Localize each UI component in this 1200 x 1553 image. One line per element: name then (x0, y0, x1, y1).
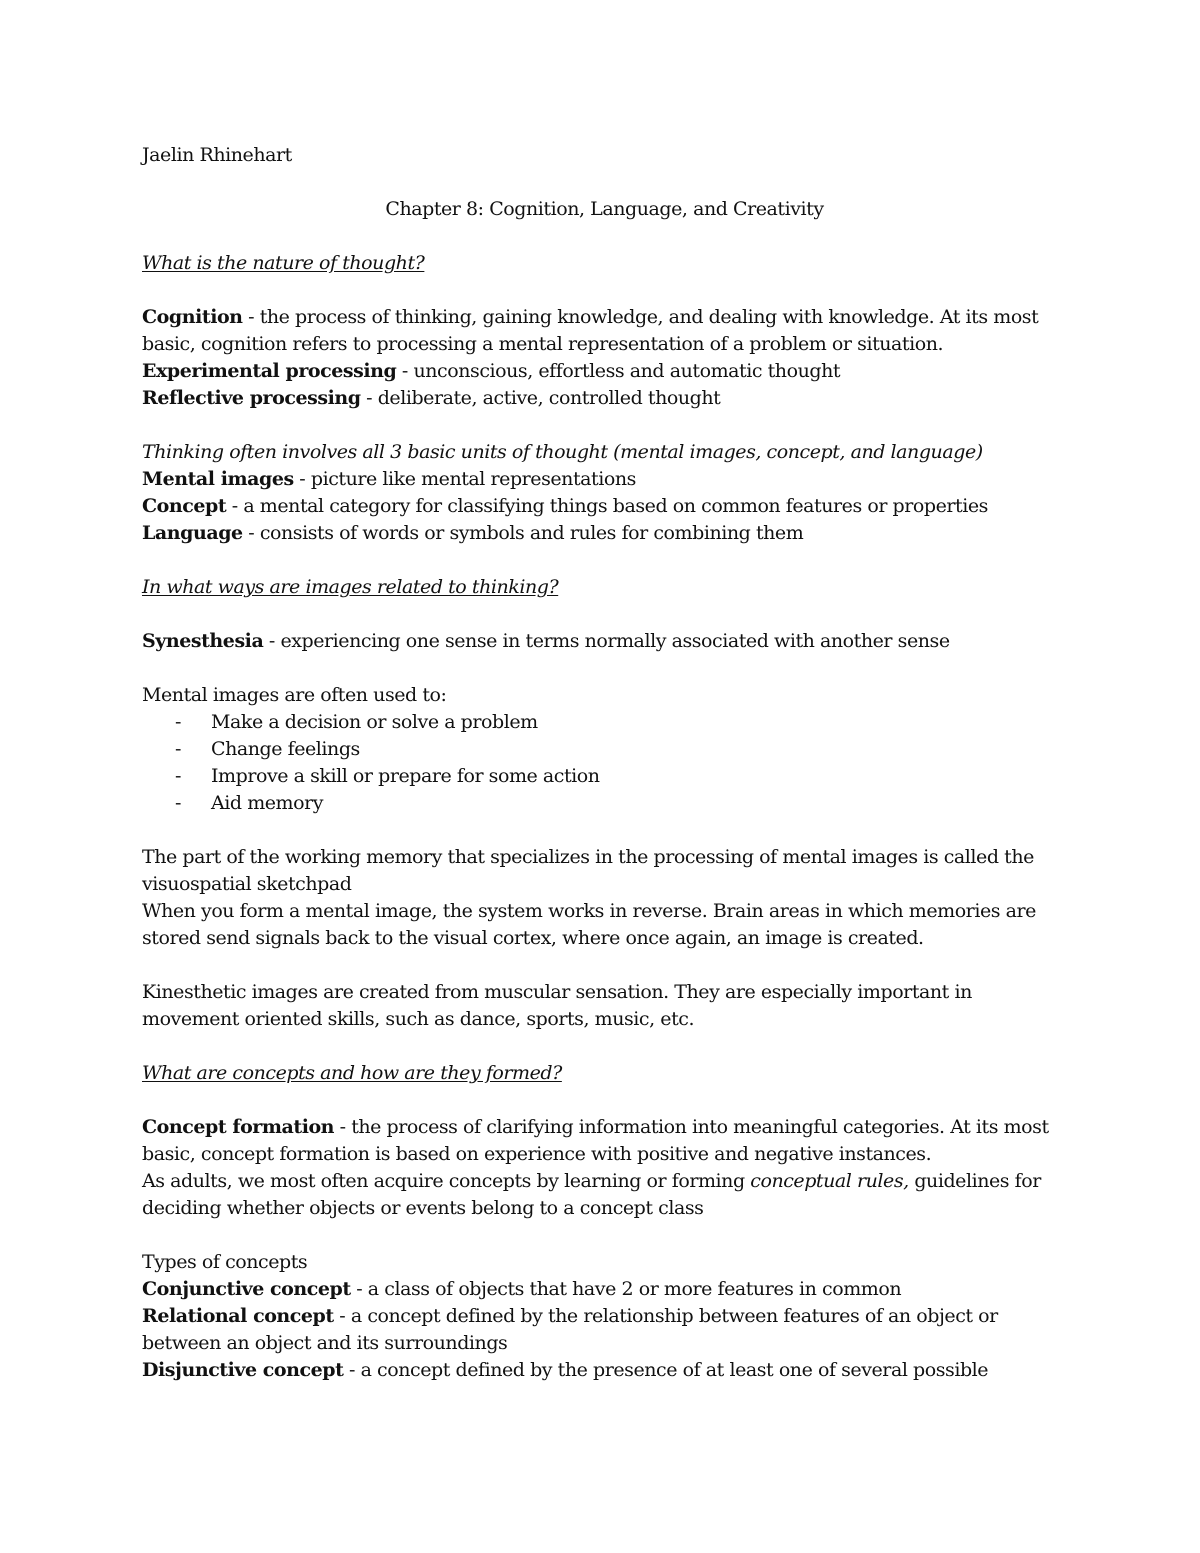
section-heading-thought: What is the nature of thought? (142, 252, 425, 274)
paragraph-kinesthetic: Kinesthetic images are created from muscular sensation. They are especially important in movement oriented skills, such as dance, sports, music, etc. (142, 981, 972, 1030)
def-experimental-processing: - unconscious, effortless and automatic thought (396, 360, 841, 382)
spacer (142, 601, 1067, 628)
bullet-dash: - (175, 738, 181, 760)
spacer (142, 1087, 1067, 1114)
definition-cognition (142, 304, 1067, 358)
section-heading-images: In what ways are images related to thinking? (142, 576, 559, 598)
uses-intro: Mental images are often used to: (142, 684, 447, 706)
term-language: Language (142, 522, 243, 544)
spacer (142, 547, 1067, 574)
def-relational-concept: - a concept defined by the relationship between features of an object or between an object and its surroundings (142, 1305, 998, 1354)
spacer (142, 169, 1067, 196)
definition-reflective-processing (142, 385, 1067, 412)
term-concept-formation: Concept formation (142, 1116, 335, 1138)
author-name: Jaelin Rhinehart (142, 144, 292, 166)
term-synesthesia: Synesthesia (142, 630, 264, 652)
list-item-text: Improve a skill or prepare for some action (211, 765, 600, 787)
definition-concept-formation (142, 1114, 1067, 1168)
def-disjunctive-concept: - a concept defined by the presence of at least one of several possible (343, 1359, 989, 1381)
def-cognition: - the process of thinking, gaining knowledge, and dealing with knowledge. At its most basic, cognition refers to processing a mental representation of a problem or situation. (142, 306, 1039, 355)
def-conjunctive-concept: - a class of objects that have 2 or more features in common (350, 1278, 902, 1300)
bullet-dash: - (175, 792, 181, 814)
uses-list (142, 709, 1067, 817)
paragraph-reverse: When you form a mental image, the system works in reverse. Brain areas in which memories are stored send signals back to the visual cortex, where once again, an image is created. (142, 900, 1036, 949)
term-reflective-processing: Reflective processing (142, 387, 361, 409)
paragraph-sketchpad: The part of the working memory that specializes in the processing of mental images is called the visuospatial sketchpad (142, 846, 1034, 895)
definition-mental-images (142, 466, 1067, 493)
units-of-thought-note: Thinking often involves all 3 basic units of thought (mental images, concept, and language) (142, 441, 983, 463)
list-item-text: Aid memory (211, 792, 324, 814)
conceptual-rules-term: conceptual rules, (750, 1170, 909, 1192)
def-language: - consists of words or symbols and rules for combining them (242, 522, 804, 544)
adults-text-after: guidelines for deciding whether objects or events belong to a concept class (142, 1170, 1041, 1219)
term-relational-concept: Relational concept (142, 1305, 334, 1327)
list-item (142, 763, 1067, 790)
list-item-text: Make a decision or solve a problem (211, 711, 538, 733)
list-item (142, 736, 1067, 763)
definition-relational-concept (142, 1303, 1067, 1357)
def-mental-images: - picture like mental representations (293, 468, 636, 490)
spacer (142, 655, 1067, 682)
term-disjunctive-concept: Disjunctive concept (142, 1359, 344, 1381)
term-conjunctive-concept: Conjunctive concept (142, 1278, 351, 1300)
list-item (142, 709, 1067, 736)
section-heading-concepts: What are concepts and how are they formed? (142, 1062, 562, 1084)
def-reflective-processing: - deliberate, active, controlled thought (360, 387, 721, 409)
definition-conjunctive-concept (142, 1276, 1067, 1303)
list-item-text: Change feelings (211, 738, 360, 760)
definition-concept (142, 493, 1067, 520)
spacer (142, 223, 1067, 250)
definition-experimental-processing (142, 358, 1067, 385)
spacer (142, 1222, 1067, 1249)
def-synesthesia: - experiencing one sense in terms normally associated with another sense (263, 630, 950, 652)
list-item (142, 790, 1067, 817)
def-concept: - a mental category for classifying things based on common features or properties (226, 495, 988, 517)
spacer (142, 952, 1067, 979)
spacer (142, 1033, 1067, 1060)
spacer (142, 277, 1067, 304)
definition-language (142, 520, 1067, 547)
bullet-dash: - (175, 711, 181, 733)
definition-synesthesia (142, 628, 1067, 655)
term-concept: Concept (142, 495, 227, 517)
paragraph-conceptual-rules (142, 1168, 1067, 1222)
spacer (142, 412, 1067, 439)
bullet-dash: - (175, 765, 181, 787)
adults-text-before: As adults, we most often acquire concepts by learning or forming (142, 1170, 751, 1192)
term-mental-images: Mental images (142, 468, 294, 490)
def-concept-formation: - the process of clarifying information into meaningful categories. At its most basic, concept formation is based on experience with positive and negative instances. (142, 1116, 1049, 1165)
chapter-title: Chapter 8: Cognition, Language, and Creativity (385, 198, 824, 220)
term-cognition: Cognition (142, 306, 243, 328)
term-experimental-processing: Experimental processing (142, 360, 397, 382)
definition-disjunctive-concept (142, 1357, 1067, 1384)
types-intro: Types of concepts (142, 1251, 308, 1273)
spacer (142, 817, 1067, 844)
document-page (142, 142, 1067, 1384)
